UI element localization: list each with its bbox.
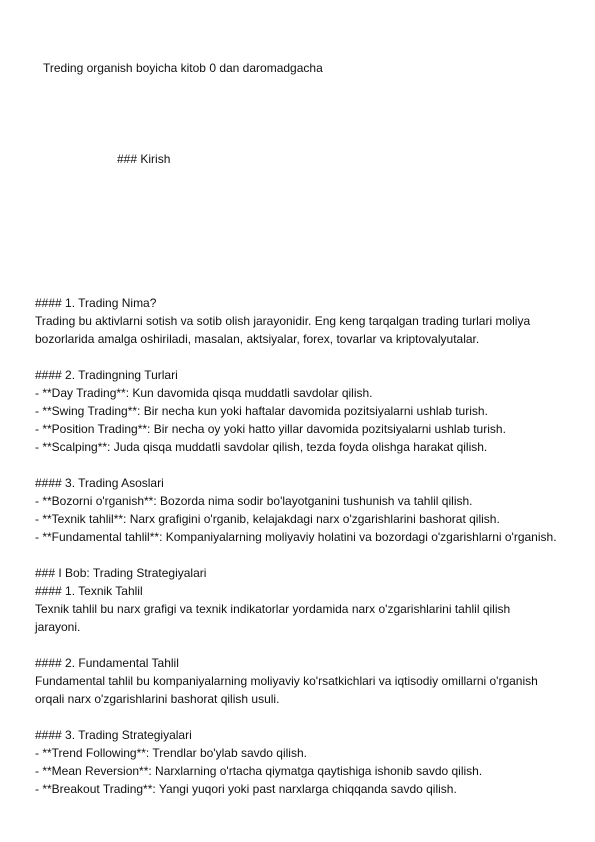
paragraph-line: Fundamental tahlil bu kompaniyalarning moliyaviy ko'rsatkichlari va iqtisodiy omillarni o'rganish bbox=[35, 674, 538, 688]
blank-line bbox=[35, 546, 575, 564]
list-item: - **Fundamental tahlil**: Kompaniyalarning moliyaviy holatini va bozordagi o'zgarishlarni o'rganish. bbox=[35, 530, 557, 544]
list-item: - **Swing Trading**: Bir necha kun yoki haftalar davomida pozitsiyalarni ushlab turish. bbox=[35, 404, 488, 418]
section-heading: #### 3. Trading Strategiyalari bbox=[35, 728, 192, 742]
blank-line bbox=[35, 348, 575, 366]
list-item: - **Bozorni o'rganish**: Bozorda nima sodir bo'layotganini tushunish va tahlil qilish. bbox=[35, 494, 473, 508]
section-heading: ### I Bob: Trading Strategiyalari bbox=[35, 566, 207, 580]
paragraph-line: jarayoni. bbox=[35, 620, 81, 634]
section-heading: #### 2. Tradingning Turlari bbox=[35, 368, 178, 382]
section-heading: #### 3. Trading Asoslari bbox=[35, 476, 164, 490]
list-item: - **Position Trading**: Bir necha oy yoki hatto yillar davomida pozitsiyalarni ushlab turish. bbox=[35, 422, 506, 436]
document-body bbox=[35, 294, 575, 798]
section-heading: #### 1. Texnik Tahlil bbox=[35, 584, 143, 598]
blank-line bbox=[35, 708, 575, 726]
list-item: - **Breakout Trading**: Yangi yuqori yoki past narxlarga chiqqanda savdo qilish. bbox=[35, 782, 457, 796]
list-item: - **Trend Following**: Trendlar bo'ylab savdo qilish. bbox=[35, 746, 307, 760]
document-title: Treding organish boyicha kitob 0 dan daromadgacha bbox=[43, 61, 323, 75]
list-item: - **Mean Reversion**: Narxlarning o'rtacha qiymatga qaytishiga ishonib savdo qilish. bbox=[35, 764, 483, 778]
blank-line bbox=[35, 456, 575, 474]
paragraph-line: Texnik tahlil bu narx grafigi va texnik indikatorlar yordamida narx o'zgarishlarini tahlil qilish bbox=[35, 602, 511, 616]
list-item: - **Texnik tahlil**: Narx grafigini o'rganib, kelajakdagi narx o'zgarishlarini bashorat qilish. bbox=[35, 512, 500, 526]
list-item: - **Scalping**: Juda qisqa muddatli savdolar qilish, tezda foyda olishga harakat qilish. bbox=[35, 440, 488, 454]
list-item: - **Day Trading**: Kun davomida qisqa muddatli savdolar qilish. bbox=[35, 386, 373, 400]
paragraph-line: Trading bu aktivlarni sotish va sotib olish jarayonidir. Eng keng tarqalgan trading turlari moliya bbox=[35, 314, 531, 328]
paragraph-line: bozorlarida amalga oshiriladi, masalan, aktsiyalar, forex, tovarlar va kriptovalyutalar. bbox=[35, 332, 480, 346]
section-heading: #### 1. Trading Nima? bbox=[35, 296, 157, 310]
blank-line bbox=[35, 636, 575, 654]
section-heading: #### 2. Fundamental Tahlil bbox=[35, 656, 179, 670]
section-heading-kirish: ### Kirish bbox=[117, 152, 171, 166]
paragraph-line: orqali narx o'zgarishlarini bashorat qilish usuli. bbox=[35, 692, 280, 706]
